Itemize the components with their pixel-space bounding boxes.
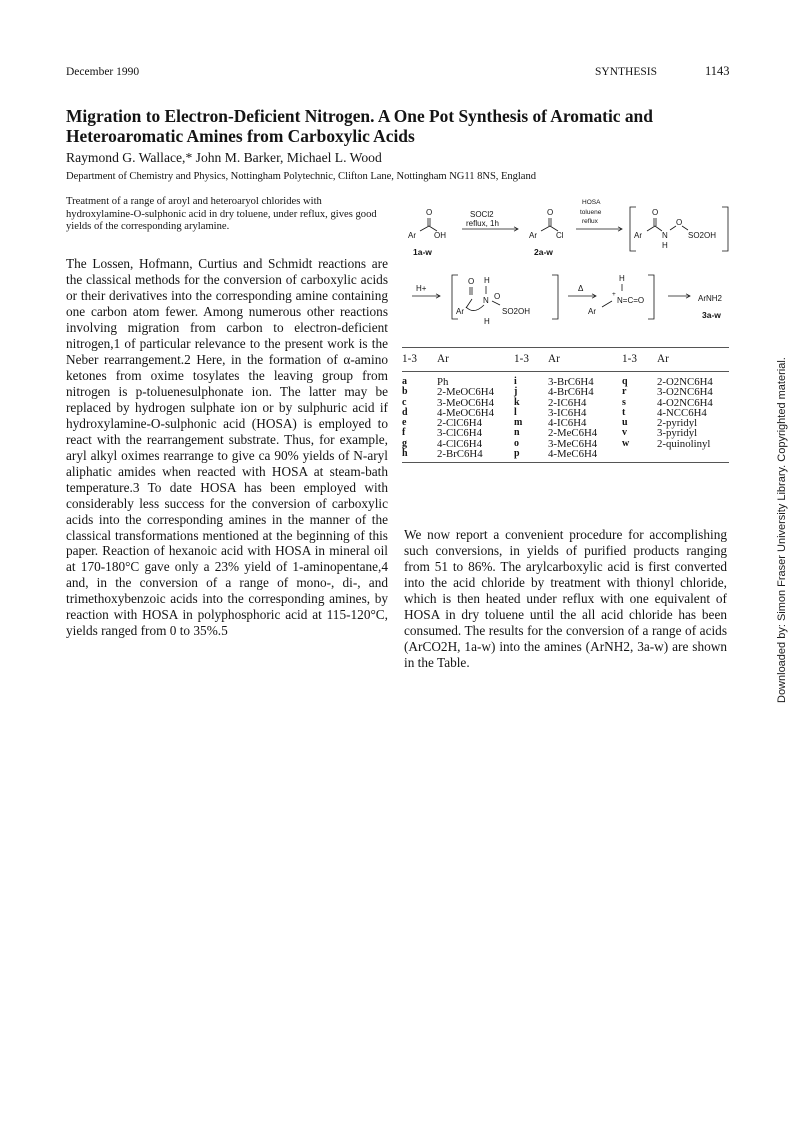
- table-rule-top: [402, 347, 729, 348]
- body-paragraph-2: We now report a convenient procedure for accomplishing such conversions, in yields of purified products ranging from 51 to 86%. The arylcarboxylic acid is first converted into the acid chloride by treatment with thionyl chloride, which is then heated under reflux with one equivalent of HOSA in dry toluene until the all acid chloride has been consumed. The results for the conversion of a range of acids (ArCO2H, 1a-w) into the amines (ArNH2, 3a-w) are shown in the Table.: [404, 527, 727, 670]
- compound-letter: f: [402, 427, 406, 439]
- aryl-group: 3-pyridyl: [657, 427, 698, 440]
- aryl-group: 2-BrC6H4: [437, 448, 483, 461]
- reagent-reflux-1h: reflux, 1h: [466, 219, 499, 228]
- reaction-scheme: [400, 193, 730, 343]
- bracket-c-right: [648, 275, 654, 319]
- compound-letter: h: [402, 448, 408, 460]
- table-header-cell: Ar: [437, 353, 449, 365]
- delta-label: Δ: [578, 284, 584, 293]
- compound-letter: a: [402, 376, 407, 387]
- o2-label-a: O: [676, 218, 683, 227]
- aryl-group: 2-MeOC6H4: [437, 386, 494, 399]
- table-header-cell: Ar: [657, 353, 669, 365]
- aryl-group: 2-O2NC6H4: [657, 376, 713, 388]
- compound-letter: w: [622, 437, 630, 449]
- aryl-group: 3-MeC6H4: [548, 437, 598, 450]
- article-title: [66, 106, 726, 146]
- compound-letter: t: [622, 406, 626, 418]
- migration-curve-b: [466, 305, 484, 311]
- n-bond-a: [655, 226, 662, 231]
- aryl-group: 3-IC6H4: [548, 406, 587, 419]
- compound-letter: o: [514, 437, 519, 449]
- compound-letter: p: [514, 448, 520, 460]
- table-header-cell: 1-3: [514, 353, 529, 365]
- compound-letter: i: [514, 376, 517, 387]
- so2oh-label-a: SO2OH: [688, 231, 717, 240]
- aryl-group: 3-ClC6H4: [437, 427, 482, 440]
- aryl-group: 2-MeC6H4: [548, 427, 598, 440]
- aryl-bond-2: [541, 226, 550, 231]
- aryl-bond-a: [647, 226, 655, 231]
- compound-letter: q: [622, 376, 628, 387]
- aryl-group: 2-ClC6H4: [437, 417, 482, 430]
- body-paragraph-1: The Lossen, Hofmann, Curtius and Schmidt reactions are the classical methods for the conversion of carboxylic acids or their derivatives into the corresponding amine containing one carbon atom fewer. Among numerous other reactions involving migration from carbon to electron-deficient nitrogen,1 of particular relevance to the present work is the Neber rearrangement.2 Here, in the formation of α-amino ketones from oxime tosylates the leaving group from nitrogen is p-toluenesulphonate ion. The latter may be replaced by hydrogen sulphate ion or by sulphuric acid if hydroxylamine-O-sulphonic acid (HOSA) is employed to react with the rearrangement substrate. Thus, for example, aryl alkyl oximes rearrange to give ca 90% yields of N-aryl aliphatic amides when reacted with HOSA at steam-bath temperature.3 To date HOSA has been employed with considerably less success for the conversion of carboxylic acids into the corresponding amines in the manner of the classical transformations mentioned at the beginning of this paper. Reaction of hexanoic acid with HOSA in mineral oil at 170-180°C gave only a 23% yield of 1-aminopentane,4 and, in the conversion of a range of mono-, di-, and trimethoxybenzoic acids into the corresponding amines, by reaction with HOSA in polyphosphoric acid at 115-120°C, yields ranged from 0 to 35%.5: [66, 256, 388, 639]
- table-header-cell: Ar: [548, 353, 560, 365]
- bracket-a-left: [630, 207, 636, 251]
- aryl-group: 2-pyridyl: [657, 417, 698, 430]
- compound-letter: u: [622, 417, 628, 429]
- body-column-left: [66, 243, 388, 652]
- aryl-bond-b: [466, 299, 472, 308]
- plus-label-c: +: [612, 291, 616, 298]
- affiliation: Department of Chemistry and Physics, Nottingham Polytechnic, Clifton Lane, Nottingham NG11 8NS, England: [66, 171, 536, 182]
- n-label-a: N: [662, 231, 668, 240]
- authors: Raymond G. Wallace,* John M. Barker, Michael L. Wood: [66, 150, 382, 165]
- reagent-socl2: SOCl2: [470, 210, 494, 219]
- product-label: ArNH2: [698, 294, 723, 303]
- table-row: [402, 449, 729, 459]
- reagent-hosa: HOSA: [582, 199, 601, 206]
- ar-label-1: Ar: [408, 231, 416, 240]
- isocyanate-label: N=C=O: [617, 296, 645, 305]
- aryl-group: 3-MeOC6H4: [437, 396, 494, 409]
- cl-label-2: Cl: [556, 231, 564, 240]
- o-label-a: O: [652, 208, 659, 217]
- compound-label-2: 2a-w: [534, 247, 553, 257]
- compound-letter: m: [514, 417, 523, 429]
- table-rule-bottom: [402, 462, 729, 463]
- aryl-group: 3-O2NC6H4: [657, 386, 713, 399]
- running-header-date: December 1990: [66, 66, 140, 78]
- ar-label-a: Ar: [634, 231, 642, 240]
- aryl-group: 2-IC6H4: [548, 396, 587, 409]
- table-rule-header: [402, 371, 729, 372]
- aryl-group: 4-MeC6H4: [548, 448, 598, 461]
- compound-label-1: 1a-w: [413, 247, 432, 257]
- aryl-bond-c: [602, 301, 612, 307]
- aryl-group: 4-IC6H4: [548, 417, 587, 430]
- compound-letter: d: [402, 406, 408, 418]
- compound-letter: v: [622, 427, 627, 439]
- table-header-cell: 1-3: [622, 353, 637, 365]
- reaction-scheme-svg: [400, 193, 730, 343]
- oh-label-1: OH: [434, 231, 446, 240]
- n-label-b: N: [483, 296, 489, 305]
- h-label-b: H: [484, 276, 490, 285]
- download-watermark: Downloaded by: Simon Fraser University Library. Copyrighted material.: [776, 357, 788, 703]
- aryl-group: Ph: [437, 376, 449, 388]
- compound-letter: l: [514, 406, 517, 418]
- so2oh-label-b: SO2OH: [502, 307, 531, 316]
- bracket-a-right: [722, 207, 728, 251]
- aryl-group: 3-BrC6H4: [548, 376, 594, 388]
- abstract: [66, 196, 392, 234]
- abstract-text: Treatment of a range of aroyl and heteroaryol chlorides with hydroxylamine-O-sulphonic acid in dry toluene, under reflux, gives good yields of the corresponding arylamine.: [66, 196, 377, 233]
- aryl-group: 4-NCC6H4: [657, 406, 707, 419]
- compound-letter: k: [514, 396, 520, 408]
- compound-letter: s: [622, 396, 626, 408]
- page-number: 1143: [705, 64, 730, 78]
- reagent-toluene: toluene: [580, 209, 602, 216]
- reagent-reflux: reflux: [582, 218, 598, 225]
- title-line-2: Heteroaromatic Amines from Carboxylic Acids: [66, 126, 415, 146]
- o-label-b: O: [468, 277, 475, 286]
- running-header-journal: SYNTHESIS: [595, 66, 657, 78]
- h-label-c: H: [619, 274, 625, 283]
- o-label-1: O: [426, 208, 433, 217]
- aryl-bond-1: [420, 226, 429, 231]
- h-label-a: H: [662, 241, 668, 250]
- compound-letter: c: [402, 396, 407, 408]
- compound-letter: n: [514, 427, 520, 439]
- ar-label-2: Ar: [529, 231, 537, 240]
- body-column-right: [404, 514, 727, 684]
- compound-label-3: 3a-w: [702, 310, 721, 320]
- o-label-2: O: [547, 208, 554, 217]
- o2-label-b: O: [494, 292, 501, 301]
- s-bond-a: [682, 226, 688, 230]
- aryl-group: 2-quinolinyl: [657, 437, 711, 450]
- compound-letter: e: [402, 417, 407, 429]
- proton-label: H+: [416, 284, 427, 293]
- title-line-1: Migration to Electron-Deficient Nitrogen. A One Pot Synthesis of Aromatic and: [66, 106, 653, 126]
- ar-label-b: Ar: [456, 307, 464, 316]
- aryl-group: 4-O2NC6H4: [657, 396, 713, 409]
- compound-letter: r: [622, 386, 627, 398]
- aryl-group: 4-MeOC6H4: [437, 406, 494, 419]
- aryl-group: 4-ClC6H4: [437, 437, 482, 450]
- table-header-cell: 1-3: [402, 353, 417, 365]
- compound-letter: b: [402, 386, 408, 398]
- so-bond-b: [492, 301, 500, 305]
- table-body: [402, 377, 729, 459]
- h2-label-b: H: [484, 317, 490, 326]
- aryl-group: 4-BrC6H4: [548, 386, 594, 399]
- compound-letter: g: [402, 437, 407, 449]
- bracket-b-right: [552, 275, 558, 319]
- ar-label-c: Ar: [588, 307, 596, 316]
- table-header-row: [402, 353, 729, 367]
- compound-letter: j: [514, 386, 518, 398]
